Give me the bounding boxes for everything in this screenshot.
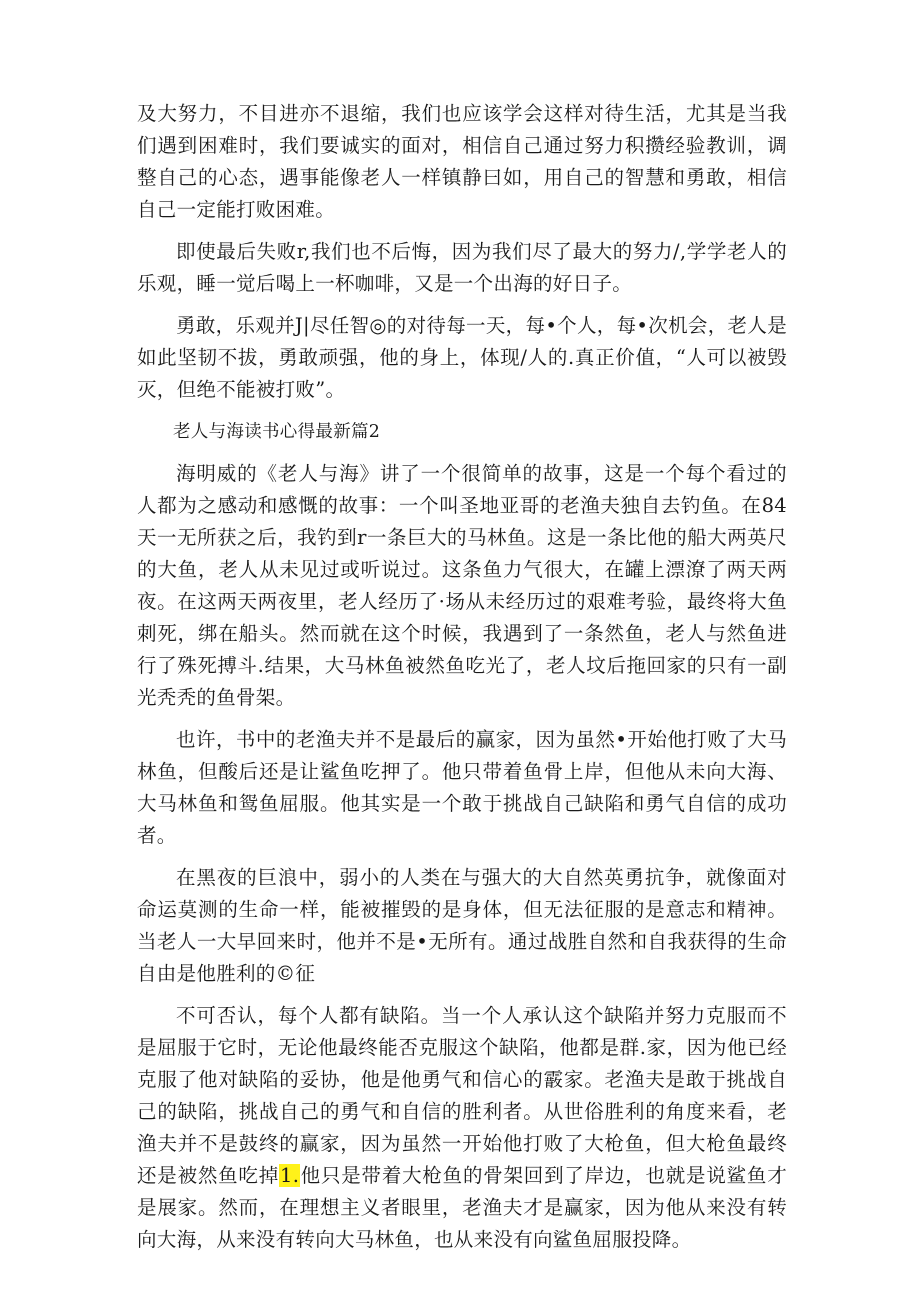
section-heading: 老人与海读书心得最新篇2 [173, 422, 381, 442]
paragraph-2: 即使最后失败r,我们也不后悔，因为我们尽了最大的努力/,学学老人的乐观，睡一觉后喝上一杯咖啡，又是一个出海的好日子。 [137, 240, 787, 295]
paragraph-3: 勇敢，乐观并J|尽任智◎的对待每一天，每•个人，每•次机会，老人是如此坚韧不拔，勇敢顽强，他的身上，体现/人的.真正价值，“人可以被毁灭，但绝不能被打败”。 [137, 314, 787, 401]
paragraph-6: 在黑夜的巨浪中，弱小的人类在与强大的大自然英勇抗争，就像面对命运莫测的生命一样，能被摧毁的是身体，但无法征服的是意志和精神。当老人一大早回来时，他并不是•无所有。通过战胜自然和自我获得的生命自由是他胜利的©征 [137, 866, 787, 985]
paragraph-1: 及大努力，不目进亦不退缩，我们也应该学会这样对待生活，尤其是当我们遇到困难时，我们要诚实的面对，相信自己通过努力积攒经验教训，调整自己的心态，遇事能像老人一样镇静曰如，用自己的智慧和勇敢，相信自己一定能打败困难。 [137, 102, 787, 221]
paragraph-7 [137, 1000, 787, 1256]
paragraph-5: 也许，书中的老渔夫并不是最后的赢家，因为虽然•开始他打败了大马林鱼，但酸后还是让鲨鱼吃押了。他只带着鱼骨上岸，但他从未向大海、大马林鱼和鸳鱼屈服。他其实是一个敢于挑战自己缺陷和勇气自信的成功者。 [137, 728, 787, 847]
highlighted-text: 1. [279, 1164, 300, 1187]
paragraph-4: 海明威的《老人与海》讲了一个很简单的故事，这是一个每个看过的人都为之感动和感慨的故事：一个叫圣地亚哥的老渔夫独自去钓鱼。在84天一无所获之后，我钓到r一条巨大的马林鱼。这是一条比他的船大两英尺的大鱼，老人从未见过或听说过。这条鱼力气很大，在罐上漂潦了两天两夜。在这两天两夜里，老人经历了·场从未经历过的艰难考验，最终将大鱼刺死，绑在船头。然而就在这个时候，我遇到了一条然鱼，老人与然鱼进行了殊死搏斗.结果，大马林鱼被然鱼吃光了，老人坟后拖回家的只有一副光秃秃的鱼骨架。 [137, 462, 787, 709]
paragraph-7-text-a: 不可否认，每个人都有缺陷。当一个人承认这个缺陷并努力克服而不是屈服于它时，无论他最终能否克服这个缺陷，他都是群.家，因为他已经克服了他对缺陷的妥协，他是他勇气和信心的霰家。老渔夫是敢于挑战自己的缺陷，挑战自己的勇气和自信的胜利者。从世俗胜利的角度来看，老渔夫并不是鼓终的赢家，因为虽然一开始他打败了大枪鱼，但大枪鱼最终还是被然鱼吃掉 [137, 1004, 787, 1187]
paragraph-7-text-b: 他只是带着大枪鱼的骨架回到了岸边，也就是说鲨鱼才是展家。然而，在理想主义者眼里，老渔夫才是赢家，因为他从来没有转向大海，从来没有转向大马林鱼，也从来没有向鲨鱼屈服投降。 [137, 1164, 787, 1251]
document-body [137, 98, 787, 1266]
